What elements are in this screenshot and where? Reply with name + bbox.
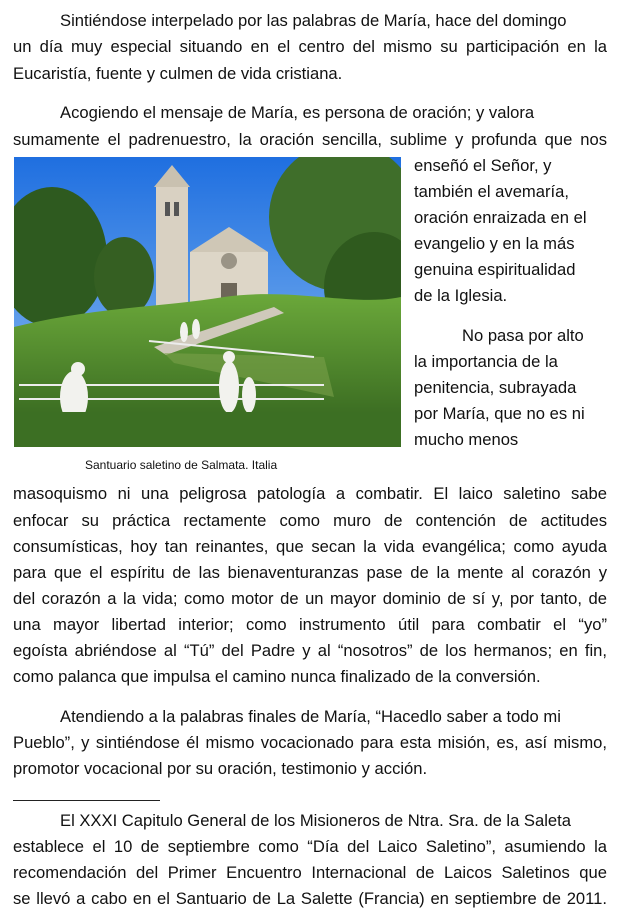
p3-side-line-3: penitencia, subrayada — [414, 378, 577, 397]
footnote-line-1: El XXXI Capitulo General de los Misioneros de Ntra. Sra. de la Saleta — [60, 811, 571, 830]
p3-line-1: masoquismo ni una peligrosa patología a combatir. El laico saletino sabe — [13, 484, 607, 503]
p2-side-line-6: de la Iglesia. — [414, 286, 508, 305]
sanctuary-photo — [14, 157, 401, 447]
p1-line-2: un día muy especial situando en el centro del mismo su participación en la — [13, 37, 607, 56]
p3-line-7: egoísta abriéndose al “Tú” del Padre y al “nosotros” de los hermanos; en fin, — [13, 641, 607, 660]
p2-line-1: Acogiendo el mensaje de María, es persona de oración; y valora — [60, 103, 535, 122]
p1-line-3: Eucaristía, fuente y culmen de vida cristiana. — [13, 64, 343, 83]
p2-line-2: sumamente el padrenuestro, la oración sencilla, sublime y profunda que nos — [13, 130, 607, 149]
photo-caption: Santuario saletino de Salmata. Italia — [85, 458, 278, 472]
p4-line-3: promotor vocacional por su oración, testimonio y acción. — [13, 759, 428, 778]
footnote-line-4: se llevó a cabo en el Santuario de La Salette (Francia) en septiembre de 2011. — [13, 889, 607, 908]
sanctuary-illustration — [14, 157, 401, 447]
p3-line-3: consumísticas, hoy tan reinantes, que secan la vida evangélica; como ayuda — [13, 537, 607, 556]
p3-line-2: enfocar su práctica rectamente como muro de contención de actitudes — [13, 511, 607, 530]
p2-side-line-4: evangelio y en la más — [414, 234, 575, 253]
p2-side-line-1: enseñó el Señor, y — [414, 156, 552, 175]
p3-line-8: como palanca que impulsa el camino nunca finalizado de la conversión. — [13, 667, 541, 686]
p2-side-line-3: oración enraizada en el — [414, 208, 587, 227]
p2-side-line-5: genuina espiritualidad — [414, 260, 576, 279]
footnote-line-2: establece el 10 de septiembre como “Día del Laico Saletino”, asumiendo la — [13, 837, 607, 856]
footnote-line-3: recomendación del Primer Encuentro Internacional de Laicos Saletinos que — [13, 863, 607, 882]
p3-side-line-1: No pasa por alto — [462, 326, 584, 345]
p2-side-line-2: también el avemaría, — [414, 182, 569, 201]
p3-line-5: del corazón a la vida; como motor de un mayor dominio de sí y, por tanto, de — [13, 589, 607, 608]
p3-line-6: una mayor libertad interior; como instrumento útil para combatir el “yo” — [13, 615, 607, 634]
p3-side-line-5: mucho menos — [414, 430, 519, 449]
p3-line-4: para que el espíritu de las bienaventuranzas pase de la mente al corazón y — [13, 563, 607, 582]
p4-line-1: Atendiendo a la palabras finales de María, “Hacedlo saber a todo mi — [60, 707, 561, 726]
p3-side-line-2: la importancia de la — [414, 352, 558, 371]
p4-line-2: Pueblo”, y sintiéndose él mismo vocacionado para esta misión, es, así mismo, — [13, 733, 607, 752]
p3-side-line-4: por María, que no es ni — [414, 404, 585, 423]
p1-line-1: Sintiéndose interpelado por las palabras de María, hace del domingo — [60, 11, 567, 30]
footnote-separator — [13, 800, 160, 801]
